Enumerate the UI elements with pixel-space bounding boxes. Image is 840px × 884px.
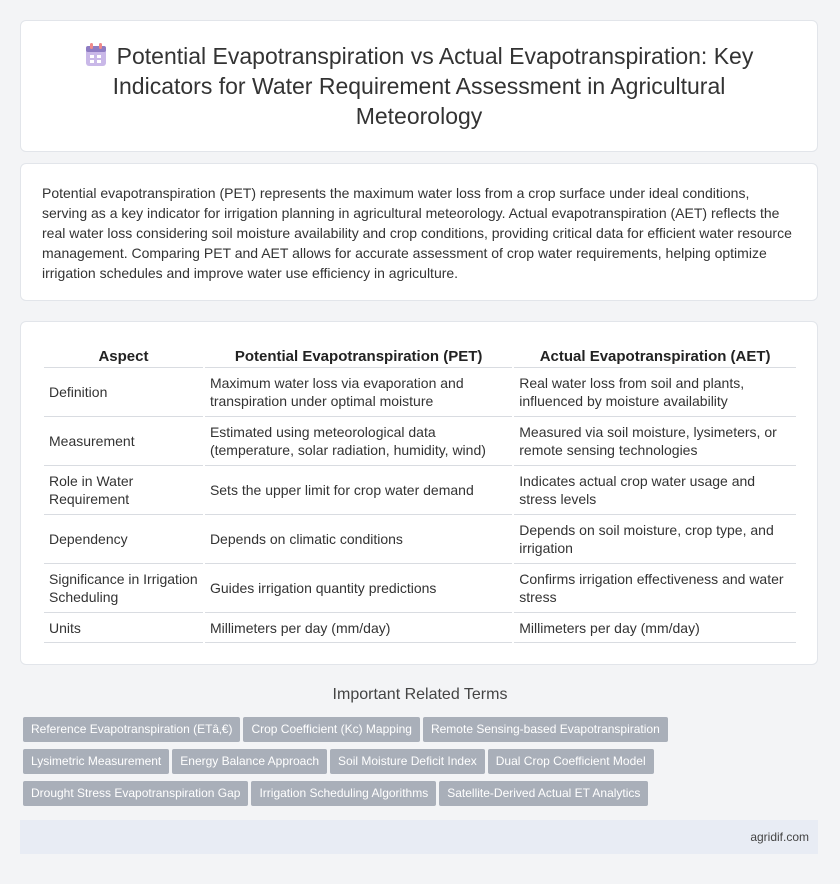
related-terms-tags — [23, 717, 823, 813]
related-tag-crop-coefficient[interactable]: Crop Coefficient (Kc) Mapping — [243, 717, 420, 742]
table-row — [44, 368, 796, 417]
page-title-text: Potential Evapotranspiration vs Actual Evapotranspiration: Key Indicators for Water Requirement Assessment in Agricultural Meteorology — [112, 43, 754, 129]
cell-aspect: Role in Water Requirement — [44, 466, 203, 515]
cell-aspect: Units — [44, 613, 203, 643]
cell-aspect: Significance in Irrigation Scheduling — [44, 564, 203, 613]
table-header-row — [44, 342, 796, 368]
calendar-icon — [85, 43, 107, 67]
related-tag-energy-balance[interactable]: Energy Balance Approach — [172, 749, 327, 774]
related-tag-reference-et[interactable]: Reference Evapotranspiration (ETâ‚€) — [23, 717, 240, 742]
related-tag-irrigation-algorithms[interactable]: Irrigation Scheduling Algorithms — [251, 781, 436, 806]
related-tag-satellite-et[interactable]: Satellite-Derived Actual ET Analytics — [439, 781, 648, 806]
header-aspect: Aspect — [44, 342, 203, 368]
cell-pet: Depends on climatic conditions — [205, 515, 512, 564]
header-aet: Actual Evapotranspiration (AET) — [514, 342, 796, 368]
table-row — [44, 515, 796, 564]
footer-site[interactable]: agridif.com — [750, 830, 809, 844]
related-tag-dual-crop-coefficient[interactable]: Dual Crop Coefficient Model — [488, 749, 654, 774]
related-tag-remote-sensing[interactable]: Remote Sensing-based Evapotranspiration — [423, 717, 668, 742]
table-row — [44, 613, 796, 643]
cell-aet: Real water loss from soil and plants, influenced by moisture availability — [514, 368, 796, 417]
cell-aet: Depends on soil moisture, crop type, and irrigation — [514, 515, 796, 564]
cell-pet: Maximum water loss via evaporation and transpiration under optimal moisture — [205, 368, 512, 417]
header-pet: Potential Evapotranspiration (PET) — [205, 342, 512, 368]
cell-aet: Indicates actual crop water usage and stress levels — [514, 466, 796, 515]
intro-paragraph: Potential evapotranspiration (PET) represents the maximum water loss from a crop surface under ideal conditions, serving as a key indicator for irrigation planning in agricultural meteorology. Actual evapotranspiration (AET) reflects the real water loss considering soil moisture availability and crop conditions, providing critical data for efficient water resource management. Comparing PET and AET allows for accurate assessment of crop water requirements, helping optimize irrigation schedules and improve water use efficiency in agriculture. — [42, 185, 792, 281]
related-terms-heading: Important Related Terms — [332, 686, 508, 703]
comparison-table-card — [20, 321, 818, 665]
intro-card — [20, 163, 818, 301]
page-title — [21, 41, 817, 131]
cell-aet: Confirms irrigation effectiveness and water stress — [514, 564, 796, 613]
table-row — [44, 564, 796, 613]
cell-pet: Millimeters per day (mm/day) — [205, 613, 512, 643]
title-card — [20, 20, 818, 152]
cell-aet: Measured via soil moisture, lysimeters, or remote sensing technologies — [514, 417, 796, 466]
comparison-table — [42, 342, 798, 643]
cell-pet: Guides irrigation quantity predictions — [205, 564, 512, 613]
related-tag-lysimetric[interactable]: Lysimetric Measurement — [23, 749, 169, 774]
footer — [20, 820, 818, 854]
cell-pet: Sets the upper limit for crop water demand — [205, 466, 512, 515]
related-tag-soil-moisture-deficit[interactable]: Soil Moisture Deficit Index — [330, 749, 485, 774]
table-row — [44, 466, 796, 515]
cell-aet: Millimeters per day (mm/day) — [514, 613, 796, 643]
related-tag-drought-stress[interactable]: Drought Stress Evapotranspiration Gap — [23, 781, 248, 806]
cell-pet: Estimated using meteorological data (temperature, solar radiation, humidity, wind) — [205, 417, 512, 466]
table-row — [44, 417, 796, 466]
cell-aspect: Definition — [44, 368, 203, 417]
cell-aspect: Dependency — [44, 515, 203, 564]
cell-aspect: Measurement — [44, 417, 203, 466]
